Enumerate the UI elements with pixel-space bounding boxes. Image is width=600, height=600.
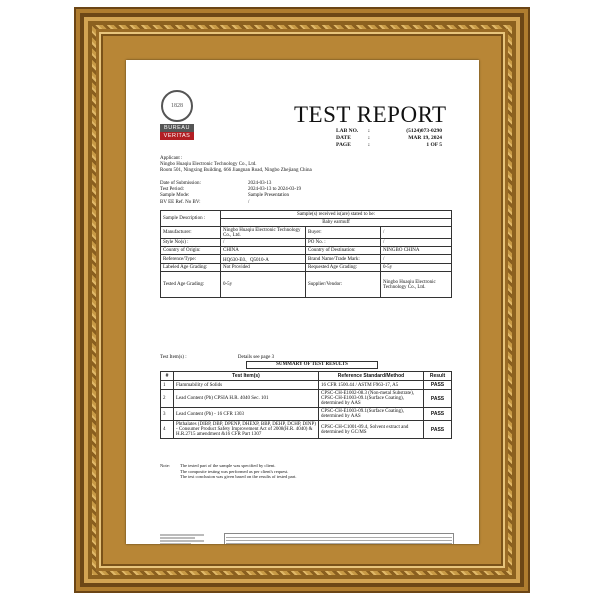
row-item: Flammability of Solids	[174, 381, 319, 390]
row-num: 2	[161, 390, 174, 408]
date-value: MAR 19, 2024	[408, 135, 442, 141]
page-value: 1 OF 5	[426, 142, 442, 148]
buyer-value: /	[381, 227, 452, 239]
col-header: Reference Standard/Method	[319, 372, 424, 381]
colon: :	[368, 135, 370, 141]
lab-no-value: (5124)073-0290	[406, 128, 442, 134]
notes-label: Note:	[160, 463, 170, 468]
row-result: PASS	[424, 390, 452, 408]
manufacturer-value: Ningbo Huaqiu Electronic Technology Co., Ltd.	[221, 227, 306, 239]
notes-block	[160, 463, 450, 480]
col-header: #	[161, 372, 174, 381]
supplier-label: Supplier/Vendor:	[306, 272, 381, 298]
seal-icon	[161, 90, 193, 122]
tested-age-value: 0-5y	[221, 272, 306, 298]
note-line: The composite testing was performed as per client's request.	[180, 468, 289, 474]
submission-label: BV EE Ref. No BV:	[160, 199, 201, 205]
footer-address-fineprint	[160, 533, 204, 544]
row-result: PASS	[424, 421, 452, 439]
description-value: Baby earmuff	[221, 219, 452, 227]
submission-value: /	[248, 199, 250, 205]
ref-value: HQ630-E0、Q5010-A	[221, 255, 306, 264]
sample-info-table	[160, 210, 452, 298]
table-row	[161, 421, 452, 439]
test-items-label: Test Item(s) :	[160, 355, 187, 360]
note-line: The test conclusion was given based on the results of tested part.	[180, 474, 297, 479]
table-row	[161, 408, 452, 421]
applicant-label: Applicant :	[160, 156, 183, 161]
page-label: PAGE	[336, 142, 351, 148]
table-row	[161, 390, 452, 408]
bureau-veritas-logo	[160, 90, 194, 140]
description-label: Sample Description :	[161, 211, 221, 227]
logo-bureau-text: BUREAU	[160, 124, 194, 132]
row-num: 1	[161, 381, 174, 390]
origin-label: Country of Origin:	[161, 247, 221, 255]
report-title: TEST REPORT	[294, 102, 447, 127]
submission-value: 2024-03-13 to 2024-03-19	[248, 187, 302, 193]
colon: :	[368, 128, 370, 134]
po-label: PO No. :	[306, 239, 381, 247]
brand-value: /	[381, 255, 452, 264]
row-result: PASS	[424, 381, 452, 390]
submission-label: Date of Submission:	[160, 181, 201, 186]
style-label: Style No(s) :	[161, 239, 221, 247]
row-num: 3	[161, 408, 174, 421]
ref-label: Reference/Type:	[161, 255, 221, 264]
requested-age-value: 0-5y	[381, 264, 452, 272]
destination-value: NINGBO CHINA	[381, 247, 452, 255]
buyer-label: Buyer:	[306, 227, 381, 239]
row-method: 16 CFR 1500.44 / ASTM F963-17, A5	[319, 381, 424, 390]
tested-age-label: Tested Age Grading:	[161, 272, 221, 298]
submission-value: Sample Presentation	[248, 193, 289, 199]
applicant-name: Ningbo Huaqiu Electronic Technology Co., Ltd.	[160, 162, 257, 168]
row-item: Lead Content (Pb) CPSIA H.R. 4040 Sec. 101	[174, 390, 319, 408]
submission-label: Test Period:	[160, 187, 184, 193]
test-items-value: Details see page 3	[237, 355, 275, 360]
applicant-block	[160, 156, 460, 175]
row-result: PASS	[424, 408, 452, 421]
applicant-address: Room 501, Ningxing Building, 666 Jiangnan Road, Ningbo Zhejiang China	[160, 168, 312, 174]
labeled-age-label: Labeled Age Grading:	[161, 264, 221, 272]
received-text: Sample(s) received is(are) stated to be:	[221, 211, 452, 219]
row-method: CPSC-CH-E1002-08.3 (Non-metal Substrate), CPSC-CH-E1003-09.1(Surface Coating), determined by AAS	[319, 390, 424, 408]
row-method: CPSC-CH-C1001-09.4, Solvent extract and determined by GC/MS	[319, 421, 424, 439]
row-item: Lead Content (Pb) - 16 CFR 1303	[174, 408, 319, 421]
footer-disclaimer-fineprint	[224, 533, 454, 544]
lab-no-label: LAB NO.	[336, 128, 359, 134]
po-value: /	[381, 239, 452, 247]
colon: :	[368, 142, 370, 148]
report-meta	[336, 128, 442, 149]
requested-age-label: Requested Age Grading:	[306, 264, 381, 272]
origin-value: CHINA	[221, 247, 306, 255]
row-num: 4	[161, 421, 174, 439]
manufacturer-label: Manufacturer:	[161, 227, 221, 239]
row-item: Phthalates (DIBP, DBP, DPENP, DHEXP, BBP, DEHP, DCHP, DINP) - Consumer Product Safety Improvement Act of 2008(H.R. 4040) & H.R.2715 amendment &16 CFR Part 1307	[174, 421, 319, 439]
summary-results-table	[160, 371, 452, 439]
destination-label: Country of Destination:	[306, 247, 381, 255]
brand-label: Brand Name/Trade Mark:	[306, 255, 381, 264]
summary-title: SUMMARY OF TEST RESULTS	[246, 361, 378, 369]
submission-value: 2024-03-13	[248, 181, 272, 186]
submission-label: Sample Mode:	[160, 193, 190, 199]
row-method: CPSC-CH-E1003-09.1(Surface Coating), determined by AAS	[319, 408, 424, 421]
test-report-document	[126, 60, 479, 544]
note-line: The tested part of the sample was specified by client.	[180, 463, 276, 468]
table-row	[161, 381, 452, 390]
col-header: Result	[424, 372, 452, 381]
test-items-line	[160, 355, 274, 360]
date-label: DATE	[336, 135, 351, 141]
supplier-value: Ningbo Huaqiu Electronic Technology Co., Ltd.	[381, 272, 452, 298]
table-header-row	[161, 372, 452, 381]
col-header: Test Item(s)	[174, 372, 319, 381]
submission-info	[160, 181, 460, 206]
logo-year: 1828	[171, 103, 183, 109]
labeled-age-value: Not Provided	[221, 264, 306, 272]
logo-veritas-text: VERITAS	[160, 132, 194, 140]
style-value: /	[221, 239, 306, 247]
